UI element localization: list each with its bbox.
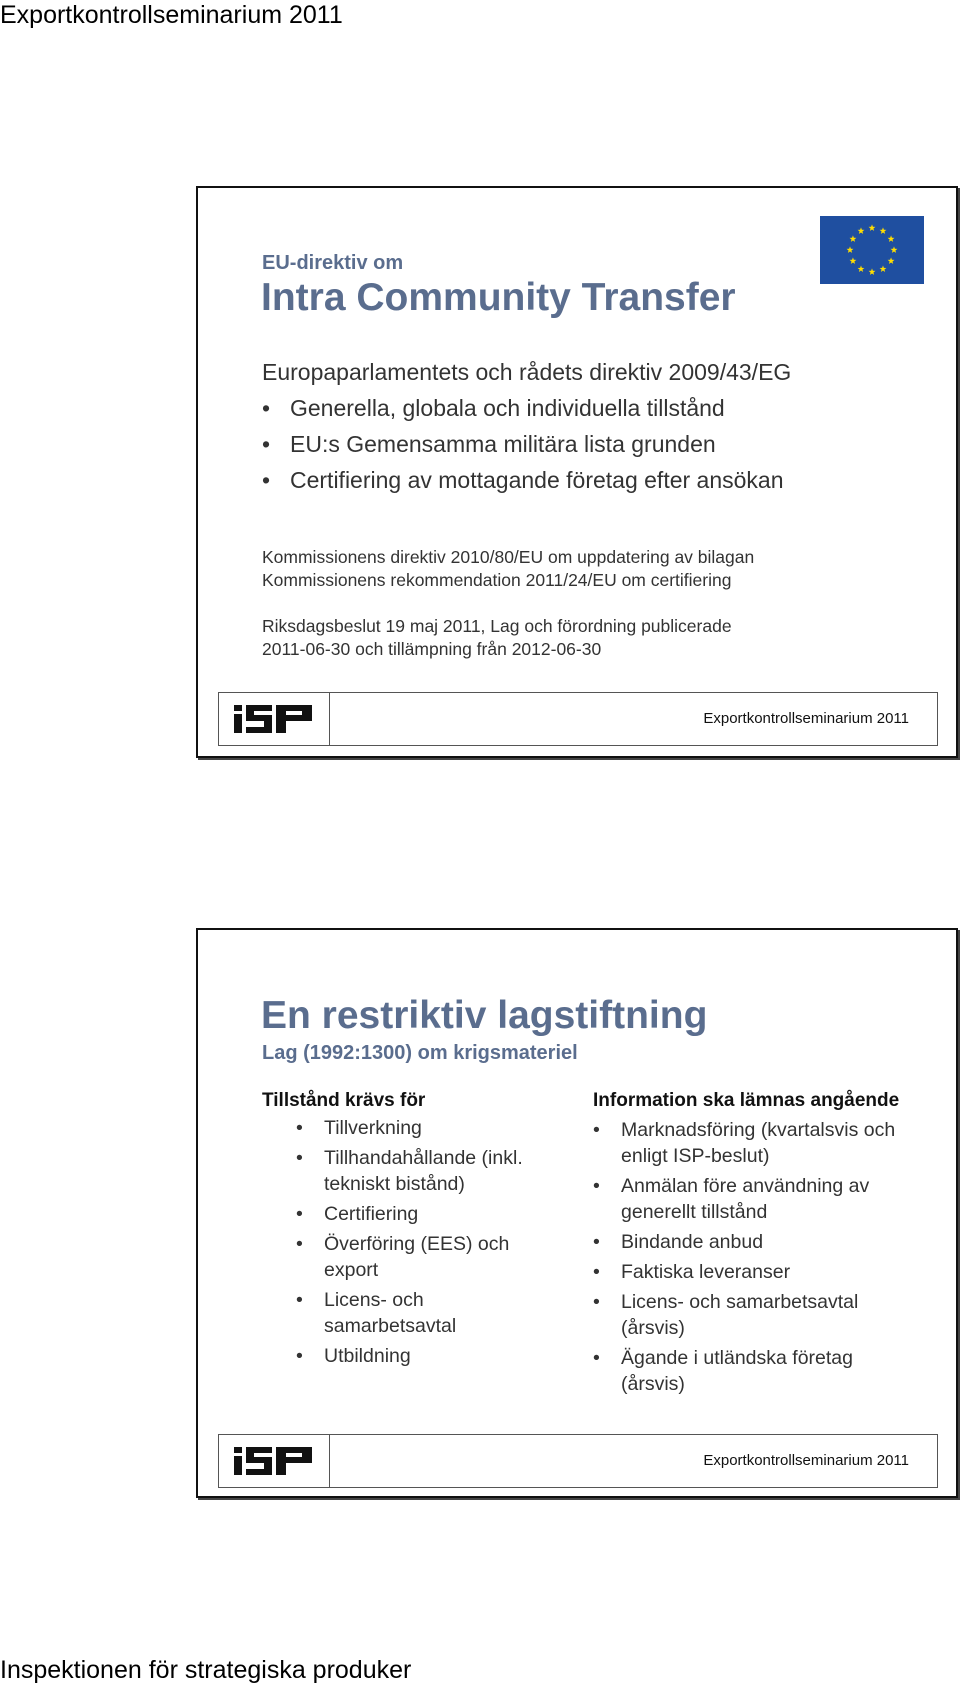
right-heading: Information ska lämnas angående bbox=[593, 1090, 900, 1111]
commission-notes bbox=[262, 546, 922, 592]
slide-footer bbox=[218, 692, 938, 746]
slide-ict bbox=[196, 186, 958, 758]
list-item: • Utbildning bbox=[296, 1343, 552, 1369]
list-item: • Tillhandahållande (inkl. tekniskt bistånd) bbox=[296, 1145, 552, 1197]
slide-title: En restriktiv lagstiftning bbox=[261, 994, 708, 1037]
slide-restrictive-legislation bbox=[196, 928, 958, 1498]
permit-list bbox=[296, 1115, 552, 1369]
list-item: • Överföring (EES) och export bbox=[296, 1231, 552, 1283]
footer-text: Exportkontrollseminarium 2011 bbox=[703, 1452, 909, 1469]
list-item: • Licens- och samarbetsavtal (årsvis) bbox=[593, 1289, 913, 1341]
note-line: Kommissionens rekommendation 2011/24/EU om certifiering bbox=[262, 570, 732, 590]
slide-footer bbox=[218, 1434, 938, 1488]
right-column bbox=[593, 1088, 913, 1401]
left-heading: Tillstånd krävs för bbox=[262, 1090, 426, 1111]
isp-logo bbox=[219, 1435, 330, 1487]
slide-subtitle: Lag (1992:1300) om krigsmateriel bbox=[262, 1042, 578, 1064]
isp-logo bbox=[219, 693, 330, 745]
list-item: • Anmälan före användning av generellt tillstånd bbox=[593, 1173, 913, 1225]
page-header: Exportkontrollseminarium 2011 bbox=[0, 1, 343, 29]
bullet-item: • EU:s Gemensamma militära lista grunden bbox=[262, 426, 922, 462]
information-list bbox=[593, 1117, 913, 1397]
slide-pretitle: EU-direktiv om bbox=[262, 252, 404, 274]
bullet-item: • Certifiering av mottagande företag efter ansökan bbox=[262, 462, 922, 498]
note-line: Kommissionens direktiv 2010/80/EU om uppdatering av bilagan bbox=[262, 547, 755, 567]
directive-intro: Europaparlamentets och rådets direktiv 2009/43/EG bbox=[262, 359, 792, 385]
riksdag-notes bbox=[262, 615, 922, 661]
list-item: • Licens- och samarbetsavtal bbox=[296, 1287, 552, 1339]
list-item: • Marknadsföring (kvartalsvis och enligt ISP-beslut) bbox=[593, 1117, 913, 1169]
slide-title: Intra Community Transfer bbox=[261, 276, 736, 319]
isp-logo-icon bbox=[232, 703, 316, 735]
eu-flag-icon bbox=[820, 216, 924, 284]
list-item: • Ägande i utländska företag (årsvis) bbox=[593, 1345, 913, 1397]
left-column bbox=[262, 1088, 552, 1373]
bullet-item: • Generella, globala och individuella tillstånd bbox=[262, 390, 922, 426]
list-item: • Tillverkning bbox=[296, 1115, 552, 1141]
isp-logo-icon bbox=[232, 1445, 316, 1477]
list-item: • Certifiering bbox=[296, 1201, 552, 1227]
note-line: Riksdagsbeslut 19 maj 2011, Lag och förordning publicerade bbox=[262, 616, 732, 636]
note-line: 2011-06-30 och tillämpning från 2012-06-30 bbox=[262, 639, 602, 659]
directive-bullets bbox=[262, 390, 922, 498]
list-item: • Bindande anbud bbox=[593, 1229, 913, 1255]
list-item: • Faktiska leveranser bbox=[593, 1259, 913, 1285]
footer-text: Exportkontrollseminarium 2011 bbox=[703, 710, 909, 727]
page-footer: Inspektionen för strategiska produker bbox=[0, 1656, 412, 1684]
